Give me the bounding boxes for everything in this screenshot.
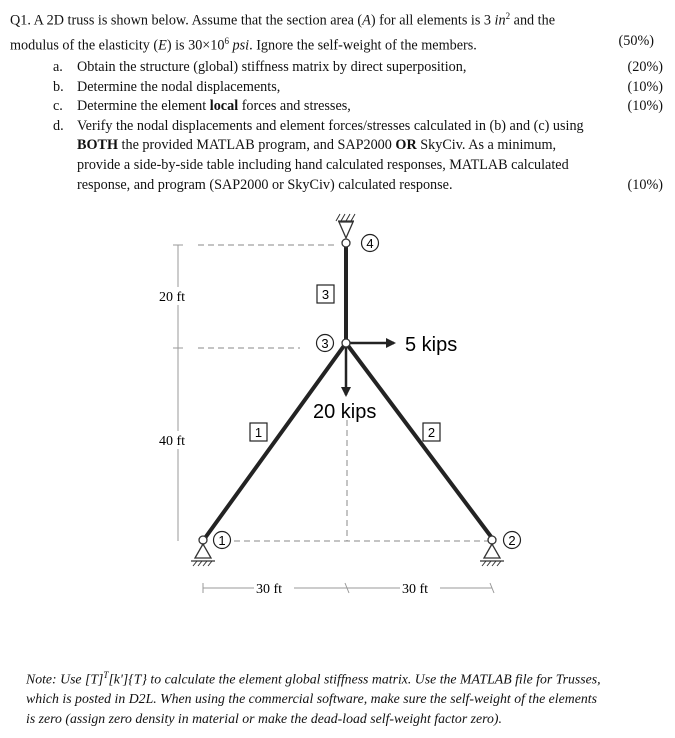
task-label: a. — [53, 59, 63, 75]
node-label-2: 2 — [508, 533, 516, 548]
task-text-part: response, and program (SAP2000 or SkyCiv) calculated response. — [77, 176, 453, 193]
note-superscript: T — [103, 670, 109, 680]
support-triangle — [339, 222, 353, 238]
task-text-part: the provided MATLAB program, and SAP2000 — [118, 137, 396, 154]
pin-support-right — [480, 536, 504, 566]
node-label-3: 3 — [321, 336, 329, 351]
node-pin — [342, 239, 350, 247]
node-labels — [214, 235, 521, 549]
task-text-part: SkyCiv. As a minimum, — [416, 137, 557, 154]
question-percent: (50%) — [618, 32, 654, 49]
task-text: Obtain the structure (global) stiffness matrix by direct superposition, — [77, 59, 467, 75]
pin-support-left — [191, 536, 215, 566]
task-text-line: Verify the nodal displacements and element forces/stresses calculated in (b) and (c) using — [77, 117, 584, 134]
task-text-bold: BOTH — [77, 137, 118, 154]
question-text: and the — [510, 12, 556, 29]
dim-label-lower: 40 ft — [159, 434, 186, 449]
note-line-2: which is posted in D2L. When using the commercial software, make sure the self-weight of the elements — [26, 691, 597, 707]
node-label-4: 4 — [366, 236, 374, 251]
note-text: [k']{T} to calculate the element global stiffness matrix. Use the MATLAB file for Trusses, — [108, 671, 601, 687]
area-symbol: A — [362, 12, 371, 29]
load-label-vertical: 20 kips — [313, 401, 377, 423]
note-line-1 — [26, 666, 658, 689]
guide-lines — [198, 245, 488, 541]
question-text: ) for all elements is 3 — [370, 12, 495, 29]
area-unit-exponent: 2 — [505, 11, 511, 21]
task-text-line: provide a side-by-side table including hand calculated responses, MATLAB calculated — [77, 156, 569, 173]
element-label-1: 1 — [254, 425, 263, 440]
task-percent: (10%) — [627, 176, 663, 193]
element-label-2: 2 — [427, 425, 436, 440]
support-triangle — [484, 544, 500, 558]
task-percent: (10%) — [627, 98, 663, 115]
task-text-bold: OR — [395, 137, 417, 154]
member-2 — [346, 343, 492, 538]
member-1 — [205, 343, 346, 538]
dim-label-upper: 20 ft — [159, 290, 186, 305]
question-text: A 2D truss is shown below. Assume that the section area ( — [33, 12, 363, 29]
support-hatch — [193, 561, 212, 566]
question-text: . Ignore the self-weight of the members. — [249, 37, 477, 54]
dim-label-right-span: 30 ft — [402, 582, 429, 597]
horizontal-dimension — [203, 583, 494, 593]
modulus-exponent: 6 — [224, 35, 229, 46]
node-label-1: 1 — [218, 533, 226, 548]
modulus-unit: psi — [232, 37, 250, 54]
question-text: ) is 30×10 — [166, 37, 225, 54]
pin-support-top — [336, 214, 355, 247]
element-label-3: 3 — [321, 287, 330, 302]
note-line-3: is zero (assign zero density in material or make the dead-load self-weight factor zero). — [26, 710, 502, 726]
dim-label-left-span: 30 ft — [256, 582, 283, 597]
note — [26, 666, 658, 728]
task-text-part: forces and stresses, — [238, 98, 351, 115]
modulus-symbol: E — [158, 37, 167, 54]
question-number: Q1. — [10, 12, 31, 29]
members — [205, 245, 492, 538]
support-hatch — [482, 561, 501, 566]
note-text: Note: Use [T] — [26, 671, 104, 687]
support-hatch — [336, 214, 355, 221]
task-text: Determine the nodal displacements, — [77, 78, 281, 95]
task-label: c. — [53, 98, 63, 115]
task-label: d. — [53, 117, 64, 134]
task-label: b. — [53, 78, 64, 95]
load-label-horizontal: 5 kips — [405, 334, 458, 356]
question-text: modulus of the elasticity ( — [10, 37, 159, 54]
support-triangle — [195, 544, 211, 558]
node-3-pin — [342, 339, 350, 347]
task-percent: (10%) — [627, 78, 663, 95]
task-text-part: Determine the element — [77, 98, 210, 115]
task-percent: (20%) — [627, 59, 663, 75]
task-text-bold: local — [209, 98, 239, 115]
area-unit: in — [494, 12, 506, 29]
